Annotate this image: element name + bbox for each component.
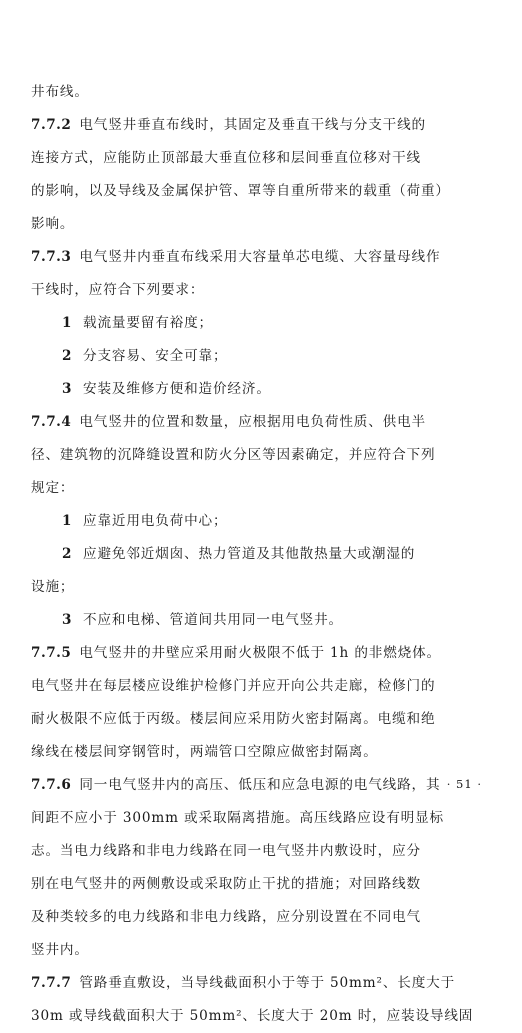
text-line: 管路垂直敷设，当导线截面积小于等于 50mm²、长度大于 (79, 975, 456, 991)
item-text: 载流量要留有裕度； (83, 315, 213, 331)
list-item (31, 340, 476, 373)
list-item (31, 538, 476, 571)
clause-7-7-5-line (31, 637, 476, 670)
clause-7-7-2-line (31, 109, 476, 142)
item-text: 分支容易、安全可靠； (83, 348, 228, 364)
text-line: 30m 或导线截面积大于 50mm²、长度大于 20m 时，应装设导线固 (31, 1008, 474, 1024)
item-number: 2 (62, 348, 73, 364)
clause-7-7-6-line (31, 769, 476, 802)
text-line: 缘线在楼层间穿钢管时，两端管口空隙应做密封隔离。 (31, 744, 378, 760)
list-item (31, 307, 476, 340)
clause-number: 7.7.3 (31, 249, 72, 265)
item-text: 不应和电梯、管道间共用同一电气竖井。 (83, 612, 343, 628)
text-line: 影响。 (31, 216, 75, 232)
text-line: 竖井内。 (31, 942, 89, 958)
list-item (31, 373, 476, 406)
clause-7-7-4-line (31, 406, 476, 439)
text-line: 电气竖井垂直布线时，其固定及垂直干线与分支干线的 (79, 117, 426, 133)
clause-number: 7.7.7 (31, 975, 72, 991)
list-item (31, 505, 476, 538)
list-item (31, 604, 476, 637)
clause-7-7-3-line (31, 241, 476, 274)
text-line: 干线时，应符合下列要求： (31, 282, 205, 298)
item-number: 2 (62, 546, 73, 562)
clause-7-7-7-line (31, 967, 476, 1000)
item-number: 1 (62, 315, 73, 331)
clause-number: 7.7.2 (31, 117, 72, 133)
text-line: 电气竖井内垂直布线采用大容量单芯电缆、大容量母线作 (79, 249, 441, 265)
text-line: 设施； (31, 579, 75, 595)
text-line: 径、建筑物的沉降缝设置和防火分区等因素确定，并应符合下列 (31, 447, 436, 463)
text-line: 电气竖井的位置和数量，应根据用电负荷性质、供电半 (79, 414, 426, 430)
text-line: 别在电气竖井的两侧敷设或采取防止干扰的措施；对回路线数 (31, 876, 421, 892)
text-line: 志。当电力线路和非电力线路在同一电气竖井内敷设时，应分 (31, 843, 421, 859)
text-line: 的影响，以及导线及金属保护管、罩等自重所带来的载重（荷重） (31, 183, 450, 199)
clause-number: 7.7.6 (31, 777, 72, 793)
text-line: 电气竖井的井壁应采用耐火极限不低于 1h 的非燃烧体。 (79, 645, 441, 661)
clause-number: 7.7.5 (31, 645, 72, 661)
text-line: 及种类较多的电力线路和非电力线路，应分别设置在不同电气 (31, 909, 421, 925)
item-text: 安装及维修方便和造价经济。 (83, 381, 271, 397)
item-number: 3 (62, 612, 73, 628)
text-line: 耐火极限不应低于丙级。楼层间应采用防火密封隔离。电缆和绝 (31, 711, 436, 727)
text-line: 连接方式，应能防止顶部最大垂直位移和层间垂直位移对干线 (31, 150, 421, 166)
item-number: 3 (62, 381, 73, 397)
item-text: 应靠近用电负荷中心； (83, 513, 228, 529)
text-line: 电气竖井在每层楼应设维护检修门并应开向公共走廊，检修门的 (31, 678, 436, 694)
text-line: 同一电气竖井内的高压、低压和应急电源的电气线路，其 (79, 777, 441, 793)
clause-number: 7.7.4 (31, 414, 72, 430)
text-line: 井布线。 (31, 84, 89, 100)
text-line: 规定： (31, 480, 75, 496)
page-number: · 51 · (446, 777, 482, 791)
item-text: 应避免邻近烟囱、热力管道及其他散热量大或潮湿的 (83, 546, 416, 562)
item-number: 1 (62, 513, 73, 529)
text-line: 间距不应小于 300mm 或采取隔离措施。高压线路应设有明显标 (31, 810, 444, 826)
